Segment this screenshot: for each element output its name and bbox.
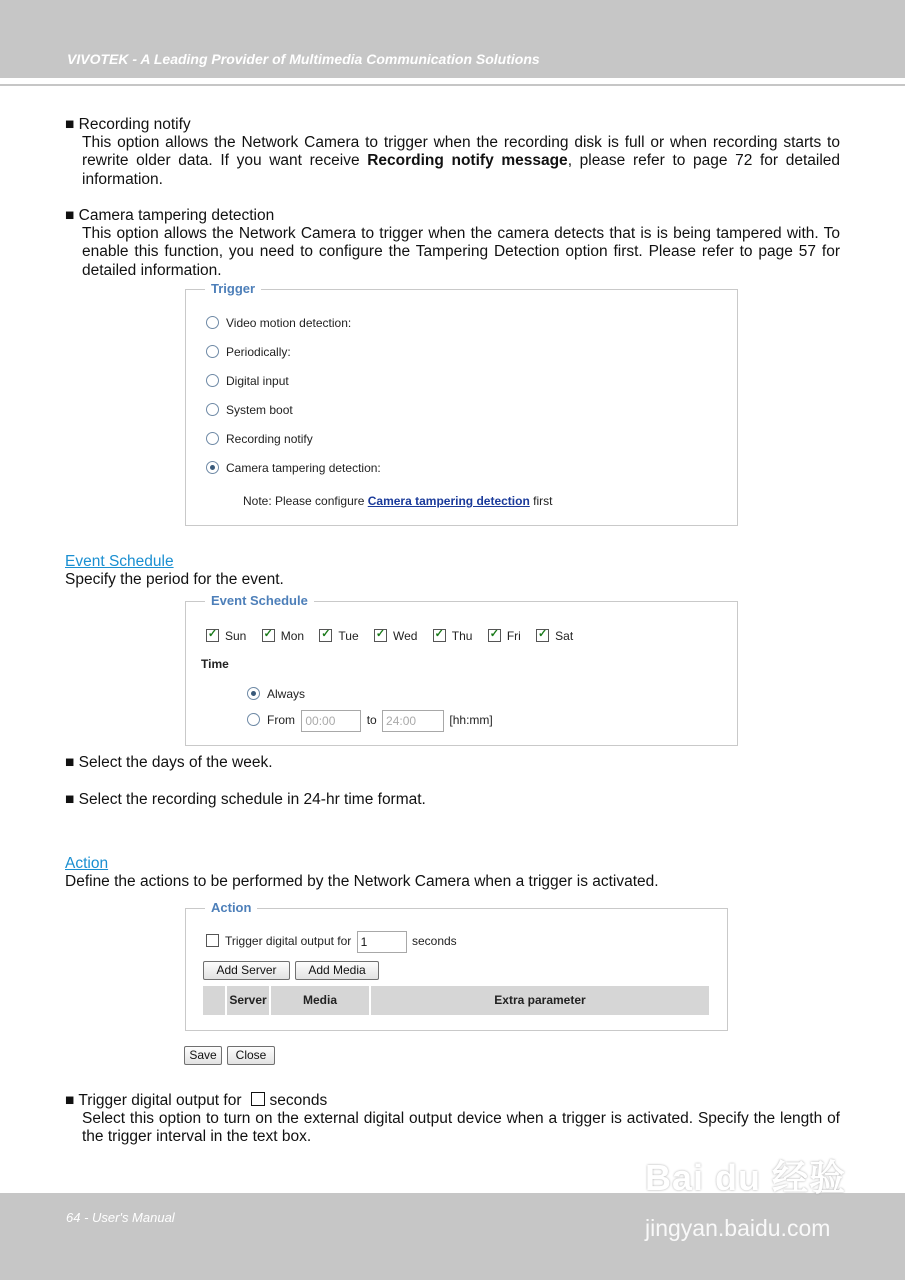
recording-notify-section xyxy=(65,116,840,189)
day-label: Mon xyxy=(280,629,305,643)
checkbox-wed[interactable] xyxy=(374,629,387,642)
trigger-option-camera-tampering[interactable] xyxy=(206,461,381,475)
column-extra-parameter: Extra parameter xyxy=(494,993,586,1007)
day-label: Fri xyxy=(506,629,521,643)
radio-from[interactable] xyxy=(247,713,260,726)
day-label: Tue xyxy=(338,629,359,643)
time-format-hint: [hh:mm] xyxy=(449,713,493,728)
option-label: System boot xyxy=(226,403,293,417)
tampering-bullet: ■ Camera tampering detection xyxy=(65,207,275,224)
action-description: Define the actions to be performed by the Network Camera when a trigger is activated. xyxy=(65,873,659,891)
trigger-option-recording-notify[interactable] xyxy=(206,432,313,446)
event-schedule-legend: Event Schedule xyxy=(205,593,314,608)
event-schedule-heading[interactable]: Event Schedule xyxy=(65,553,174,570)
day-label: Sat xyxy=(555,629,574,643)
trigger-seconds-input[interactable]: 1 xyxy=(357,931,407,953)
schedule-bullet-time: ■ Select the recording schedule in 24-hr time format. xyxy=(65,791,426,808)
day-label: Thu xyxy=(451,629,473,643)
trigger-output-label: Trigger digital output for xyxy=(225,934,352,949)
tampering-section xyxy=(65,207,840,280)
tampering-config-link[interactable]: Camera tampering detection xyxy=(367,494,530,508)
bullet-prefix: ■ Trigger digital output for xyxy=(65,1092,242,1109)
from-time-input[interactable]: 00:00 xyxy=(301,710,361,732)
event-schedule-panel xyxy=(185,593,738,746)
save-button[interactable]: Save xyxy=(184,1046,222,1065)
day-tue[interactable] xyxy=(319,629,358,643)
day-label: Sun xyxy=(225,629,247,643)
note-suffix: first xyxy=(529,494,553,508)
event-schedule-description: Specify the period for the event. xyxy=(65,571,284,589)
day-thu[interactable] xyxy=(433,629,473,643)
day-sat[interactable] xyxy=(536,629,573,643)
option-label: Periodically: xyxy=(226,345,291,359)
radio-always[interactable] xyxy=(247,687,260,700)
add-server-button[interactable]: Add Server xyxy=(203,961,290,980)
trigger-option-digital-input[interactable] xyxy=(206,374,289,388)
checkbox-sun[interactable] xyxy=(206,629,219,642)
recording-notify-text xyxy=(65,134,840,189)
time-always-option[interactable] xyxy=(247,687,305,701)
option-label: Digital input xyxy=(226,374,289,388)
time-range-option xyxy=(247,710,493,732)
checkbox-tue[interactable] xyxy=(319,629,332,642)
bullet-suffix: seconds xyxy=(269,1092,328,1109)
trigger-option-video-motion[interactable] xyxy=(206,316,351,330)
header-title: VIVOTEK - A Leading Provider of Multimedia Communication Solutions xyxy=(67,51,540,67)
page-number: 64 - User's Manual xyxy=(66,1210,175,1225)
empty-box-icon xyxy=(251,1092,265,1106)
radio-system-boot[interactable] xyxy=(206,403,219,416)
column-media: Media xyxy=(271,986,371,1015)
always-label: Always xyxy=(267,687,306,701)
trigger-output-bullet xyxy=(65,1092,840,1110)
option-label: Recording notify xyxy=(226,432,313,446)
event-schedule-section xyxy=(65,553,840,589)
day-mon[interactable] xyxy=(262,629,304,643)
trigger-output-section xyxy=(65,1092,840,1147)
trigger-output-text: Select this option to turn on the external digital output device when a trigger is activated. Specify the length of the trigger interval in the text box. xyxy=(82,1110,840,1146)
action-table-header xyxy=(203,986,709,1015)
action-panel xyxy=(185,900,728,1031)
baidu-watermark-url: jingyan.baidu.com xyxy=(645,1215,831,1241)
recording-notify-text-b: , please refer to page 72 for detailed information. xyxy=(82,152,841,188)
radio-camera-tampering[interactable] xyxy=(206,461,219,474)
recording-notify-bold: Recording notify message xyxy=(367,152,568,170)
trigger-output-row xyxy=(206,931,457,953)
table-header-select xyxy=(203,986,227,1015)
action-heading[interactable]: Action xyxy=(65,855,109,872)
note-prefix: Note: Please configure xyxy=(243,494,368,508)
trigger-legend: Trigger xyxy=(205,281,261,296)
day-wed[interactable] xyxy=(374,629,417,643)
radio-video-motion[interactable] xyxy=(206,316,219,329)
radio-recording-notify[interactable] xyxy=(206,432,219,445)
trigger-output-checkbox[interactable] xyxy=(206,934,219,947)
checkbox-sat[interactable] xyxy=(536,629,549,642)
days-row xyxy=(206,629,573,643)
option-label: Video motion detection: xyxy=(226,316,352,330)
checkbox-fri[interactable] xyxy=(488,629,501,642)
action-legend: Action xyxy=(205,900,257,915)
trigger-option-system-boot[interactable] xyxy=(206,403,293,417)
radio-periodically[interactable] xyxy=(206,345,219,358)
header-divider xyxy=(0,84,905,86)
day-label: Wed xyxy=(392,629,418,643)
column-server: Server xyxy=(227,986,271,1015)
tampering-text: This option allows the Network Camera to trigger when the camera detects that is is being tampered with. To enable this function, you need to configure the Tampering Detection option first. Please refer to page 57 for detailed information. xyxy=(82,225,840,279)
day-sun[interactable] xyxy=(206,629,246,643)
trigger-note xyxy=(243,494,552,508)
trigger-option-periodically[interactable] xyxy=(206,345,291,359)
recording-notify-bullet: ■ Recording notify xyxy=(65,116,191,133)
checkbox-thu[interactable] xyxy=(433,629,446,642)
radio-digital-input[interactable] xyxy=(206,374,219,387)
day-fri[interactable] xyxy=(488,629,521,643)
to-label: to xyxy=(366,713,377,728)
option-label: Camera tampering detection: xyxy=(226,461,381,475)
checkbox-mon[interactable] xyxy=(262,629,275,642)
to-time-input[interactable]: 24:00 xyxy=(382,710,444,732)
from-label: From xyxy=(267,713,295,728)
schedule-bullet-days: ■ Select the days of the week. xyxy=(65,754,273,771)
seconds-label: seconds xyxy=(411,934,457,949)
close-button[interactable]: Close xyxy=(227,1046,275,1065)
baidu-watermark-logo: Bai du 经验 xyxy=(645,1157,847,1198)
time-label: Time xyxy=(201,657,229,671)
action-section xyxy=(65,855,840,891)
recording-notify-text-a: This option allows the Network Camera to trigger when the recording disk is full or when recording starts to rewrite older data. If you want receive xyxy=(82,134,840,170)
trigger-panel xyxy=(185,281,738,526)
add-media-button[interactable]: Add Media xyxy=(295,961,379,980)
